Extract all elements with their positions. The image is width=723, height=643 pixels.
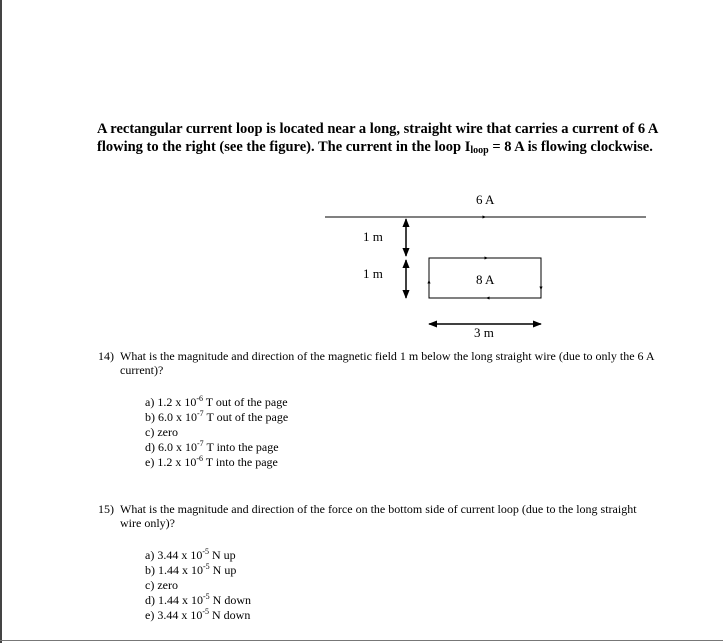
q15-option-c: c) zero xyxy=(145,578,178,592)
loop-current-label: 8 A xyxy=(476,272,495,287)
intro-line-2-pre: flowing to the right (see the figure). The current in the loop I xyxy=(97,139,471,155)
question-14-options xyxy=(145,395,288,470)
q14-option-c: c) zero xyxy=(145,425,178,439)
question-15 xyxy=(98,502,718,530)
wire-current-label: 6 A xyxy=(476,192,495,207)
question-15-line-1 xyxy=(98,502,718,516)
question-15-options xyxy=(145,548,251,623)
q15-option-a: a) 3.44 x $10^{-5}$ N up xyxy=(145,547,236,562)
question-15-text-2: wire only)? xyxy=(120,516,175,530)
q14-option-d: d) 6.0 x $10^{-7}$ T into the page xyxy=(145,439,279,454)
loop-subscript: loop xyxy=(470,145,489,156)
q15-option-e: e) 3.44 x $10^{-5}$ N down xyxy=(145,607,251,622)
q15-option-b: b) 1.44 x $10^{-5}$ N up xyxy=(145,562,237,577)
question-15-number: 15) xyxy=(98,502,114,516)
gap-label: 1 m xyxy=(363,229,383,244)
question-14-number: 14) xyxy=(98,349,114,363)
question-15-text-1: What is the magnitude and direction of the force on the bottom side of current loop (due to the long straight xyxy=(120,502,637,516)
question-14 xyxy=(98,349,718,377)
q14-option-e: e) 1.2 x $10^{-6}$ T into the page xyxy=(145,454,278,469)
q15-option-d: d) 1.44 x $10^{-5}$ N down xyxy=(145,592,252,607)
loop-width-label: 3 m xyxy=(474,325,494,340)
intro-line-1: A rectangular current loop is located near a long, straight wire that carries a current of 6 A xyxy=(97,121,659,137)
question-14-text-2: current)? xyxy=(120,363,164,377)
q14-option-a: a) 1.2 x $10^{-6}$ T out of the page xyxy=(145,394,288,409)
question-14-text-1: What is the magnitude and direction of the magnetic field 1 m below the long straight wire (due to only the 6 A xyxy=(120,349,655,363)
q14-option-b: b) 6.0 x $10^{-7}$ T out of the page xyxy=(145,409,289,424)
intro-line-2-post: = 8 A is flowing clockwise. xyxy=(488,139,653,155)
question-14-line-1 xyxy=(98,349,718,363)
loop-height-label: 1 m xyxy=(363,266,383,281)
